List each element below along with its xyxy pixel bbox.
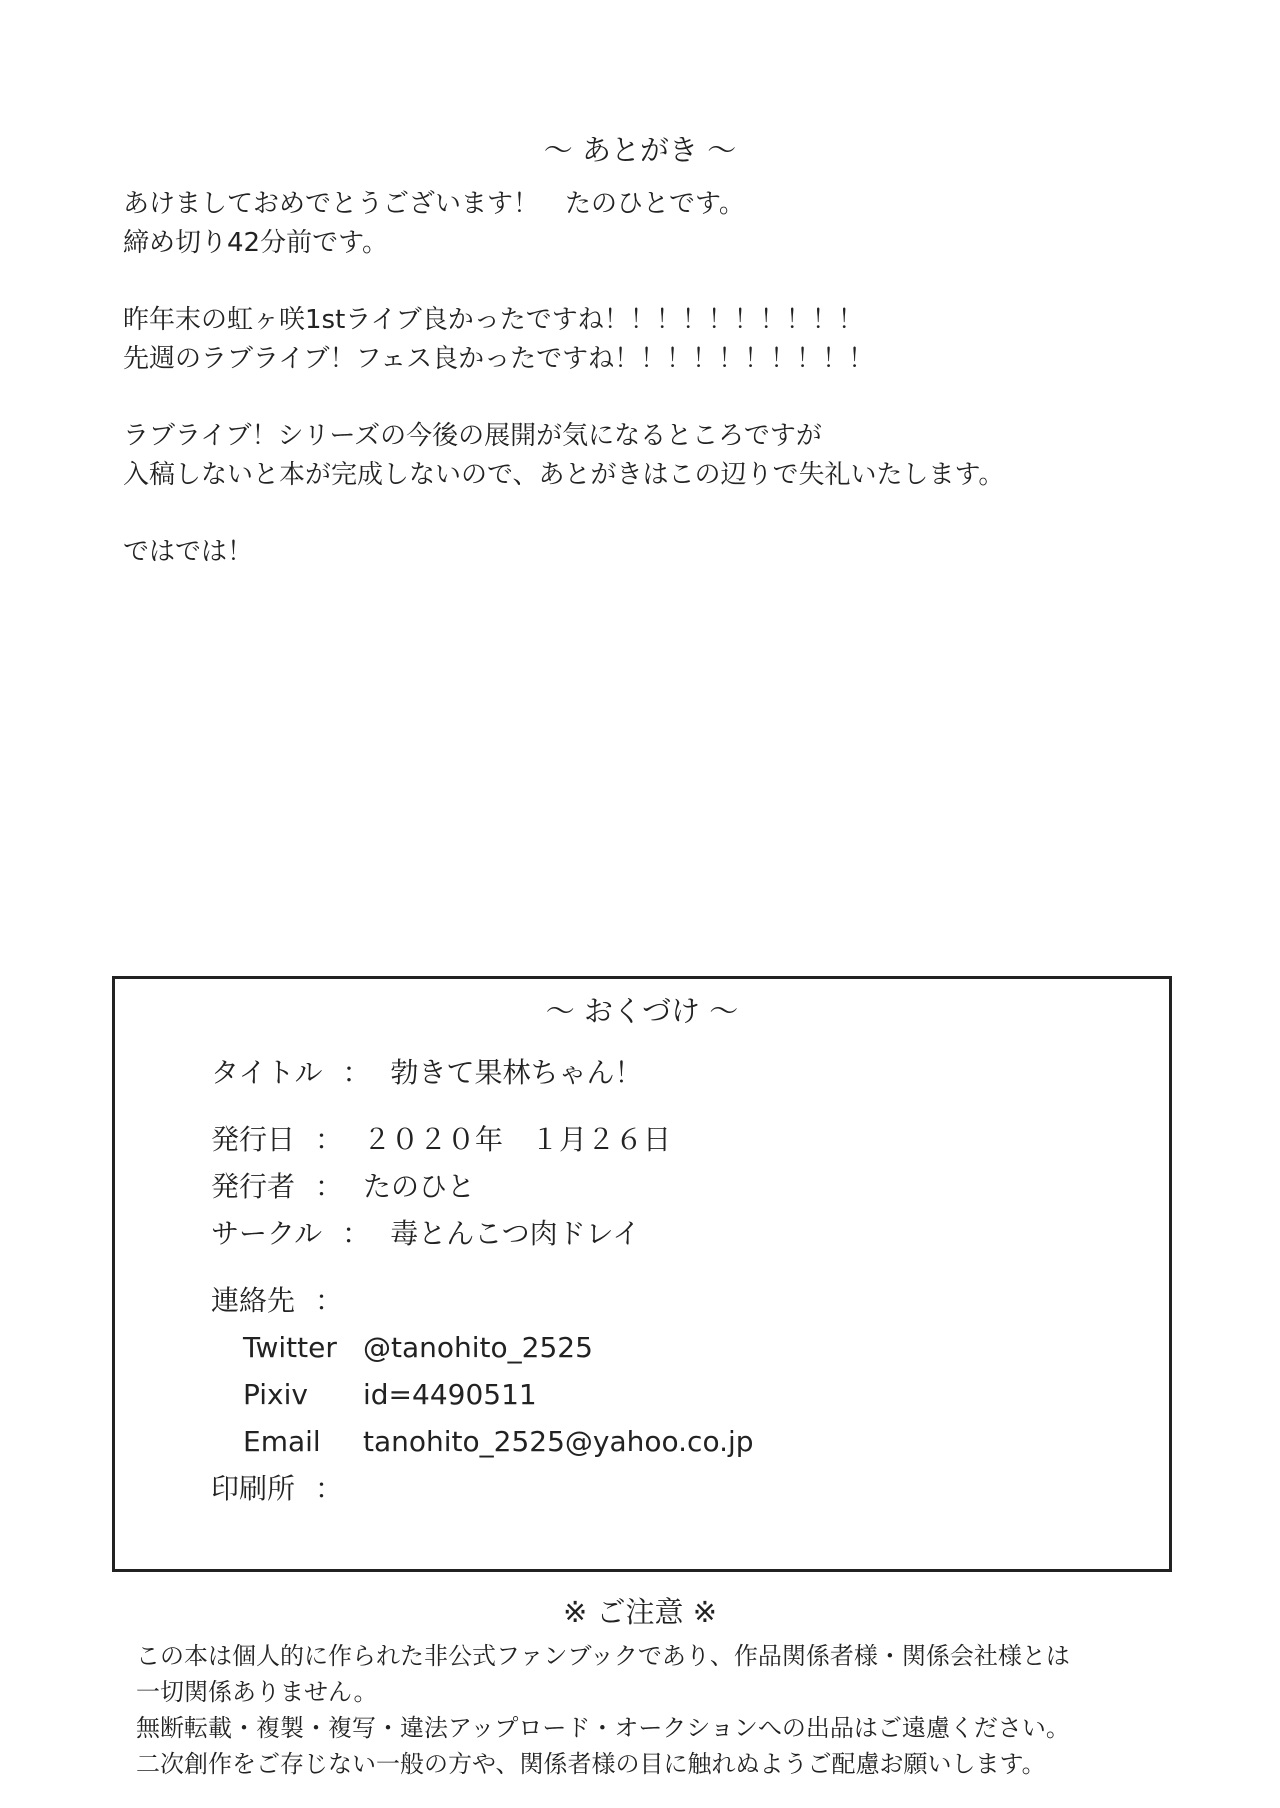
pixiv-label: Pixiv (243, 1378, 308, 1411)
date-label: 発行日 (211, 1123, 296, 1156)
colophon-contact-row (211, 1277, 1111, 1324)
email-address: tanohito_2525@yahoo.co.jp (363, 1425, 754, 1458)
separator: ： (315, 1472, 344, 1505)
afterword-line: あけましておめでとうございます！ たのひとです。 (123, 189, 745, 219)
contact-pixiv-row (211, 1371, 1111, 1418)
circle-value: 毒とんこつ肉ドレイ (390, 1217, 641, 1250)
spacer (211, 1096, 1111, 1116)
afterword-line: 先週のラブライブ！フェス良かったですね！！！！！！！！！！ (123, 344, 875, 374)
afterword-blank-line (123, 495, 1223, 533)
twitter-label: Twitter (243, 1331, 337, 1364)
date-value: ２０２０年 １月２６日 (363, 1123, 672, 1156)
separator: ： (315, 1123, 344, 1156)
afterword-title: ～ あとがき ～ (543, 133, 737, 167)
notice-title: ※ ご注意 ※ (562, 1595, 718, 1629)
colophon-title-row (211, 1049, 1111, 1096)
contact-email-row (211, 1418, 1111, 1465)
notice-line: 二次創作をご存じない一般の方や、関係者様の目に触れぬようご配慮お願いします。 (136, 1750, 1046, 1778)
contact-twitter-row (211, 1324, 1111, 1371)
separator: ： (315, 1284, 344, 1317)
notice-line: 無断転載・複製・複写・違法アップロード・オークションへの出品はご遠慮ください。 (136, 1714, 1070, 1742)
notice-line: 一切関係ありません。 (136, 1678, 378, 1706)
title-label: タイトル (211, 1056, 323, 1089)
circle-label: サークル (211, 1217, 323, 1250)
publisher-value: たのひと (363, 1170, 476, 1203)
colophon-date-row (211, 1116, 1111, 1163)
colophon-publisher-row (211, 1163, 1111, 1210)
afterword-body (123, 185, 1223, 572)
email-label: Email (243, 1425, 321, 1458)
afterword-line: ではでは！ (123, 537, 254, 567)
separator: ： (342, 1217, 371, 1250)
afterword-line: 昨年末の虹ヶ咲1stライブ良かったですね！！！！！！！！！！ (123, 305, 864, 335)
notice-body (136, 1638, 1196, 1782)
publisher-label: 発行者 (211, 1170, 296, 1203)
afterword-blank-line (123, 263, 1223, 301)
twitter-handle: @tanohito_2525 (363, 1331, 593, 1364)
spacer (211, 1257, 1111, 1277)
colophon-title: ～ おくづけ ～ (545, 994, 739, 1028)
pixiv-id: id=4490511 (363, 1378, 537, 1411)
afterword-blank-line (123, 379, 1223, 417)
contact-label: 連絡先 (211, 1284, 296, 1317)
colophon-box (112, 976, 1172, 1572)
colophon-circle-row (211, 1210, 1111, 1257)
title-value: 勃きて果林ちゃん！ (390, 1056, 643, 1089)
separator: ： (315, 1170, 344, 1203)
colophon-body (211, 1049, 1111, 1512)
colophon-printer-row (211, 1465, 1111, 1512)
afterword-line: ラブライブ！シリーズの今後の展開が気になるところですが (123, 421, 822, 451)
printer-label: 印刷所 (211, 1472, 296, 1505)
afterword-line: 入稿しないと本が完成しないので、あとがきはこの辺りで失礼いたします。 (123, 460, 1005, 490)
separator: ： (342, 1056, 371, 1089)
notice-line: この本は個人的に作られた非公式ファンブックであり、作品関係者様・関係会社様とは (136, 1642, 1070, 1670)
afterword-line: 締め切り42分前です。 (123, 228, 389, 258)
